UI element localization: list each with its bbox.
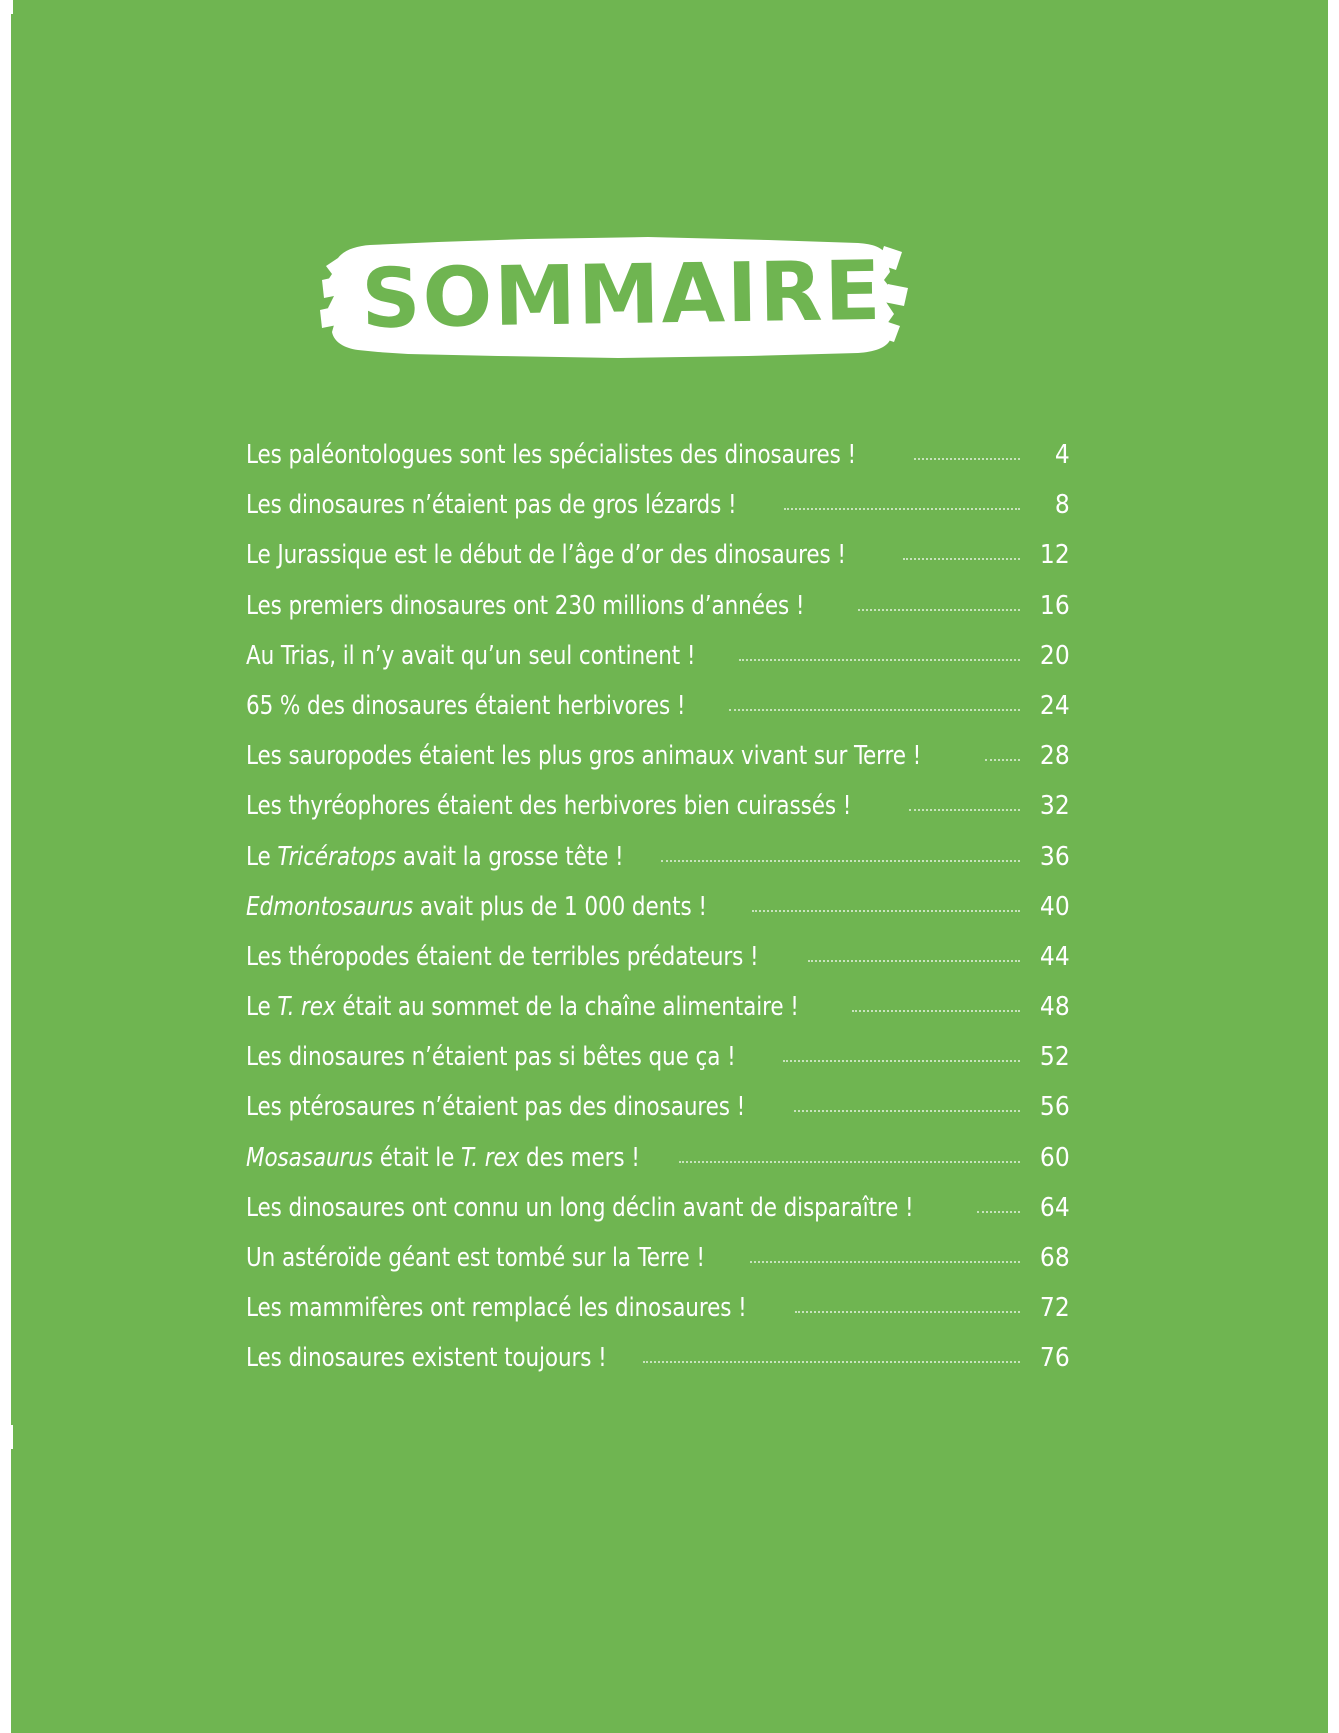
- toc-entry-page: 20: [1039, 640, 1070, 671]
- toc-leader-dots: [977, 1210, 1020, 1213]
- toc-leader-dots: [852, 1009, 1020, 1012]
- toc-entry[interactable]: [246, 691, 1070, 741]
- toc-entry-title: Les thyréophores étaient des herbivores bien cuirassés !: [246, 791, 852, 822]
- page-edge-notch-top: [0, 0, 13, 14]
- toc-entry-title: Les dinosaures n’étaient pas si bêtes que ça !: [246, 1042, 736, 1073]
- toc-entry[interactable]: [246, 842, 1070, 892]
- toc-leader-dots: [784, 507, 1020, 510]
- toc-leader-dots: [985, 758, 1020, 761]
- toc-entry[interactable]: [246, 1042, 1070, 1092]
- toc-entry-title: Edmontosaurus avait plus de 1 000 dents !: [246, 891, 707, 922]
- page-edge-right: [1328, 0, 1339, 1733]
- toc-entry-title: Les mammifères ont remplacé les dinosaures !: [246, 1293, 747, 1324]
- toc-leader-dots: [783, 1059, 1020, 1062]
- toc-entry-title: Les dinosaures ont connu un long déclin avant de disparaître !: [246, 1192, 914, 1223]
- toc-leader-dots: [795, 1310, 1020, 1313]
- page-edge-notch-bottom: [0, 1425, 13, 1449]
- toc-entry-title: Les dinosaures existent toujours !: [246, 1343, 607, 1374]
- toc-leader-dots: [903, 557, 1020, 560]
- toc-entry[interactable]: [246, 440, 1070, 490]
- toc-entry-page: 40: [1039, 891, 1070, 922]
- toc-entry-page: 4: [1054, 440, 1070, 470]
- toc-leader-dots: [914, 457, 1020, 460]
- toc-leader-dots: [858, 608, 1020, 611]
- toc-entry[interactable]: [246, 942, 1070, 992]
- page-edge-left: [0, 0, 11, 1733]
- toc-leader-dots: [752, 909, 1020, 912]
- toc-entry-page: 8: [1054, 490, 1070, 521]
- toc-entry[interactable]: [246, 741, 1070, 791]
- toc-entry[interactable]: [246, 791, 1070, 841]
- toc-entry-page: 12: [1039, 540, 1070, 571]
- toc-entry-title: Mosasaurus était le T. rex des mers !: [246, 1142, 640, 1173]
- toc-entry-page: 48: [1039, 992, 1070, 1023]
- toc-entry[interactable]: [246, 992, 1070, 1042]
- toc-leader-dots: [909, 808, 1020, 811]
- toc-entry[interactable]: [246, 1343, 1070, 1393]
- toc-entry-page: 32: [1039, 791, 1070, 822]
- toc-entry[interactable]: [246, 1143, 1070, 1193]
- toc-entry-title: Les premiers dinosaures ont 230 millions d’années !: [246, 590, 805, 621]
- toc-leader-dots: [661, 859, 1020, 862]
- toc-entry-page: 16: [1039, 590, 1070, 621]
- toc-entry[interactable]: [246, 892, 1070, 942]
- toc-entry-page: 36: [1039, 841, 1070, 872]
- toc-leader-dots: [739, 658, 1020, 661]
- table-of-contents: [246, 440, 1070, 1394]
- toc-entry-title: Les sauropodes étaient les plus gros animaux vivant sur Terre !: [246, 741, 922, 772]
- toc-entry-title: 65 % des dinosaures étaient herbivores !: [246, 690, 686, 721]
- toc-entry[interactable]: [246, 641, 1070, 691]
- toc-leader-dots: [794, 1109, 1020, 1112]
- toc-leader-dots: [729, 708, 1020, 711]
- toc-entry-page: 44: [1039, 941, 1070, 972]
- toc-entry-title: Un astéroïde géant est tombé sur la Terre !: [246, 1243, 705, 1273]
- toc-entry[interactable]: [246, 490, 1070, 540]
- toc-entry-page: 56: [1039, 1092, 1070, 1123]
- toc-entry-page: 76: [1039, 1343, 1070, 1374]
- toc-entry-title: Les théropodes étaient de terribles prédateurs !: [246, 941, 759, 972]
- toc-entry[interactable]: [246, 591, 1070, 641]
- toc-entry-title: Le Jurassique est le début de l’âge d’or des dinosaures !: [246, 540, 846, 571]
- toc-entry-title: Le T. rex était au sommet de la chaîne alimentaire !: [246, 992, 799, 1023]
- toc-entry[interactable]: [246, 1092, 1070, 1142]
- page-title: SOMMAIRE: [360, 243, 884, 347]
- toc-entry-page: 68: [1039, 1243, 1070, 1273]
- toc-leader-dots: [643, 1360, 1020, 1363]
- toc-leader-dots: [679, 1160, 1020, 1163]
- page-title-banner: [318, 228, 910, 364]
- toc-entry-title: Les ptérosaures n’étaient pas des dinosaures !: [246, 1092, 746, 1123]
- toc-leader-dots: [750, 1260, 1020, 1263]
- toc-entry-page: 72: [1039, 1293, 1070, 1324]
- toc-entry-page: 60: [1039, 1142, 1070, 1173]
- toc-entry-page: 52: [1039, 1042, 1070, 1073]
- toc-entry-page: 28: [1039, 741, 1070, 772]
- toc-entry-title: Le Tricératops avait la grosse tête !: [246, 841, 624, 872]
- toc-entry-page: 24: [1039, 690, 1070, 721]
- toc-entry-title: Au Trias, il n’y avait qu’un seul continent !: [246, 640, 696, 671]
- toc-entry[interactable]: [246, 1243, 1070, 1293]
- toc-entry[interactable]: [246, 540, 1070, 590]
- toc-entry[interactable]: [246, 1293, 1070, 1343]
- toc-entry-page: 64: [1039, 1192, 1070, 1223]
- toc-entry-title: Les paléontologues sont les spécialistes des dinosaures !: [246, 440, 857, 470]
- toc-entry-title: Les dinosaures n’étaient pas de gros lézards !: [246, 490, 737, 521]
- toc-entry[interactable]: [246, 1193, 1070, 1243]
- toc-leader-dots: [808, 959, 1020, 962]
